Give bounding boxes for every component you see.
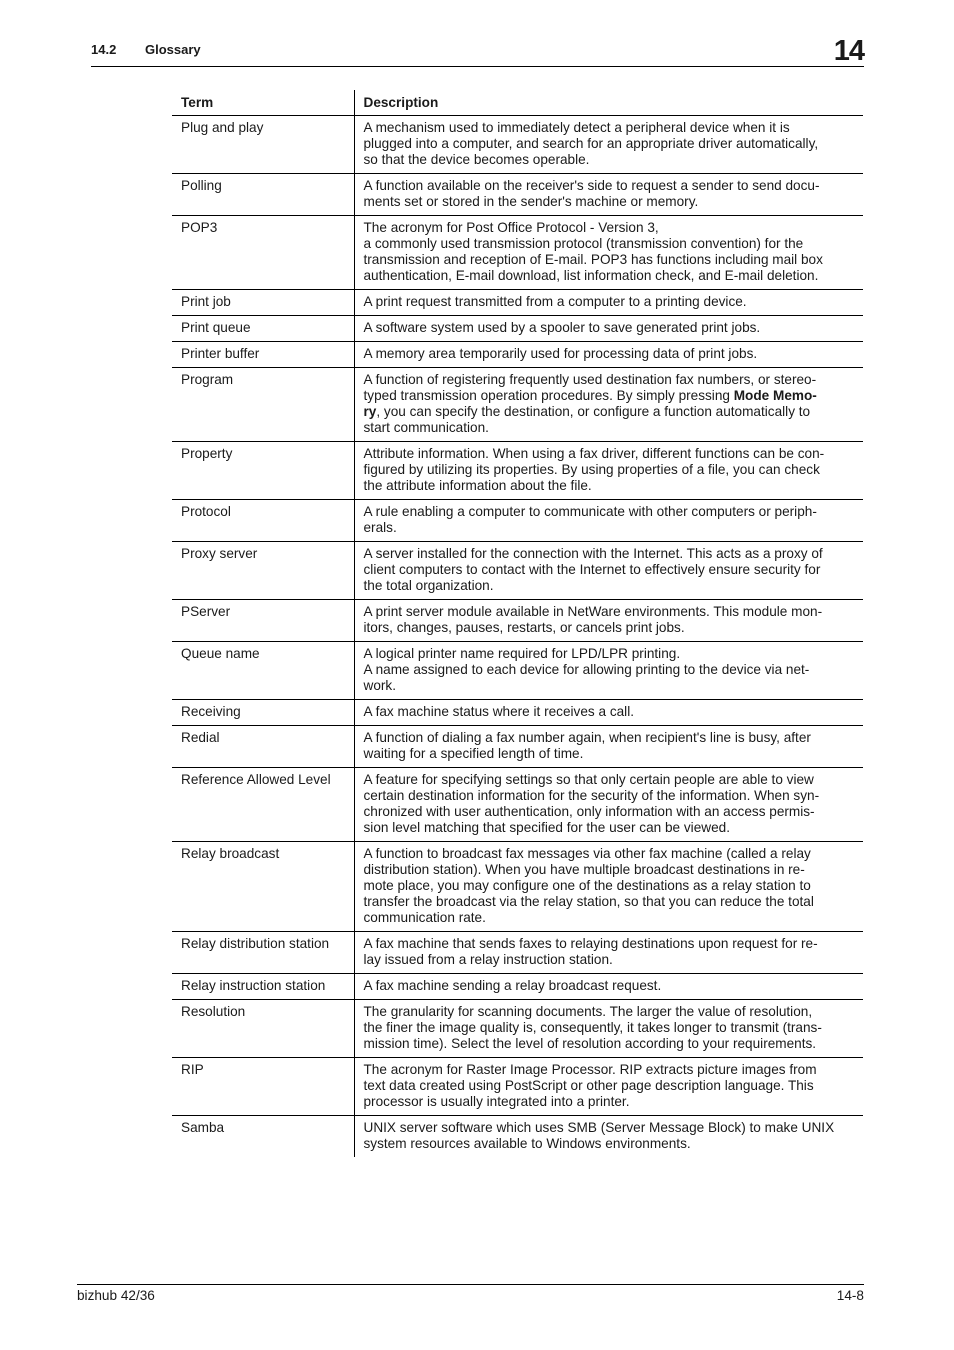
description-text: A function of registering frequently used destination fax numbers, or stereo- xyxy=(363,372,817,387)
description-text: erals. xyxy=(363,520,397,535)
term-cell: Property xyxy=(172,442,354,500)
description-line xyxy=(364,478,855,494)
description-emphasis: Mode Memo- xyxy=(733,388,817,403)
description-text: A feature for specifying settings so that only certain people are able to view xyxy=(363,772,814,787)
table-row xyxy=(172,500,863,542)
description-text: typed transmission operation procedures. By simply pressing xyxy=(363,388,734,403)
term-cell: Proxy server xyxy=(172,542,354,600)
column-header-term: Term xyxy=(172,90,354,116)
term-cell: Program xyxy=(172,368,354,442)
description-line xyxy=(364,894,855,910)
description-cell xyxy=(354,700,863,726)
description-text: text data created using PostScript or other page description language. This xyxy=(363,1078,814,1093)
description-line xyxy=(364,268,855,284)
description-line xyxy=(364,788,855,804)
term-cell: Print queue xyxy=(172,316,354,342)
description-text: A server installed for the connection with the Internet. This acts as a proxy of xyxy=(363,546,823,561)
description-cell xyxy=(354,368,863,442)
description-line xyxy=(364,862,855,878)
description-text: UNIX server software which uses SMB (Server Message Block) to make UNIX xyxy=(363,1120,835,1135)
description-text: A fax machine that sends faxes to relaying destinations upon request for re- xyxy=(363,936,818,951)
footer-model: bizhub 42/36 xyxy=(77,1288,155,1303)
table-header-row xyxy=(172,90,863,116)
term-cell: Samba xyxy=(172,1116,354,1158)
description-line xyxy=(364,978,855,994)
term-cell: Protocol xyxy=(172,500,354,542)
description-line xyxy=(364,804,855,820)
description-line xyxy=(364,730,855,746)
description-line xyxy=(364,152,855,168)
table-row xyxy=(172,368,863,442)
description-text: A memory area temporarily used for processing data of print jobs. xyxy=(363,346,758,361)
description-text: distribution station). When you have multiple broadcast destinations in re- xyxy=(363,862,805,877)
description-text: certain destination information for the security of the information. When syn- xyxy=(363,788,820,803)
description-line xyxy=(364,546,855,562)
term-cell: Resolution xyxy=(172,1000,354,1058)
description-cell xyxy=(354,442,863,500)
description-line xyxy=(364,446,855,462)
description-cell xyxy=(354,290,863,316)
table-row xyxy=(172,842,863,932)
description-line xyxy=(364,1136,855,1152)
description-text: chronized with user authentication, only information with an access permis- xyxy=(363,804,815,819)
term-cell: RIP xyxy=(172,1058,354,1116)
term-cell: Redial xyxy=(172,726,354,768)
description-text: work. xyxy=(363,678,396,693)
description-text: A mechanism used to immediately detect a peripheral device when it is xyxy=(363,120,790,135)
description-line xyxy=(364,136,855,152)
description-text: transfer the broadcast via the relay station, so that you can reduce the total xyxy=(363,894,814,909)
description-line xyxy=(364,520,855,536)
description-text: , you can specify the destination, or configure a function automatically to xyxy=(376,404,811,419)
table-row xyxy=(172,442,863,500)
table-row xyxy=(172,932,863,974)
description-line xyxy=(364,236,855,252)
table-row xyxy=(172,216,863,290)
description-line xyxy=(364,662,855,678)
description-text: A function of dialing a fax number again, when recipient's line is busy, after xyxy=(363,730,811,745)
term-cell: Polling xyxy=(172,174,354,216)
section-title: Glossary xyxy=(145,42,201,57)
description-line xyxy=(364,346,855,362)
description-text: start communication. xyxy=(363,420,489,435)
table-row xyxy=(172,1116,863,1158)
description-line xyxy=(364,120,855,136)
description-cell xyxy=(354,642,863,700)
description-cell xyxy=(354,1000,863,1058)
description-line xyxy=(364,320,855,336)
column-header-description: Description xyxy=(354,90,863,116)
description-line xyxy=(364,704,855,720)
glossary-table xyxy=(172,90,863,1157)
description-text: communication rate. xyxy=(363,910,486,925)
description-line xyxy=(364,504,855,520)
page-header xyxy=(91,35,864,67)
description-text: plugged into a computer, and search for an appropriate driver automatically, xyxy=(363,136,819,151)
description-cell xyxy=(354,316,863,342)
description-text: The acronym for Post Office Protocol - Version 3, xyxy=(363,220,659,235)
term-cell: Queue name xyxy=(172,642,354,700)
description-line xyxy=(364,578,855,594)
description-cell xyxy=(354,842,863,932)
description-text: A print server module available in NetWare environments. This module mon- xyxy=(363,604,823,619)
term-cell: Print job xyxy=(172,290,354,316)
description-line xyxy=(364,820,855,836)
table-row xyxy=(172,642,863,700)
description-line xyxy=(364,1020,855,1036)
description-cell xyxy=(354,1058,863,1116)
description-line xyxy=(364,252,855,268)
description-text: authentication, E-mail download, list information check, and E-mail deletion. xyxy=(363,268,819,283)
description-cell xyxy=(354,768,863,842)
table-row xyxy=(172,342,863,368)
description-text: a commonly used transmission protocol (transmission convention) for the xyxy=(363,236,804,251)
description-line xyxy=(364,1062,855,1078)
description-text: A fax machine sending a relay broadcast request. xyxy=(363,978,662,993)
description-cell xyxy=(354,974,863,1000)
description-text: the total organization. xyxy=(363,578,494,593)
description-line xyxy=(364,746,855,762)
term-cell: PServer xyxy=(172,600,354,642)
description-line xyxy=(364,372,855,388)
table-row xyxy=(172,974,863,1000)
description-line xyxy=(364,604,855,620)
table-row xyxy=(172,1058,863,1116)
description-line xyxy=(364,178,855,194)
table-row xyxy=(172,542,863,600)
description-line xyxy=(364,420,855,436)
description-line xyxy=(364,462,855,478)
description-line xyxy=(364,220,855,236)
table-row xyxy=(172,116,863,174)
description-line xyxy=(364,1120,855,1136)
description-cell xyxy=(354,726,863,768)
description-text: lay issued from a relay instruction station. xyxy=(363,952,613,967)
description-line xyxy=(364,388,855,404)
term-cell: POP3 xyxy=(172,216,354,290)
description-line xyxy=(364,936,855,952)
description-line xyxy=(364,404,855,420)
description-line xyxy=(364,562,855,578)
description-line xyxy=(364,846,855,862)
description-cell xyxy=(354,342,863,368)
description-text: mission time). Select the level of resolution according to your requirements. xyxy=(363,1036,817,1051)
description-cell xyxy=(354,1116,863,1158)
description-line xyxy=(364,772,855,788)
description-cell xyxy=(354,542,863,600)
description-line xyxy=(364,878,855,894)
description-text: the attribute information about the file. xyxy=(363,478,592,493)
description-text: sion level matching that specified for the user can be viewed. xyxy=(363,820,730,835)
page-footer xyxy=(77,1284,864,1309)
term-cell: Plug and play xyxy=(172,116,354,174)
description-text: waiting for a specified length of time. xyxy=(363,746,584,761)
description-line xyxy=(364,194,855,210)
description-text: A software system used by a spooler to save generated print jobs. xyxy=(363,320,761,335)
term-cell: Reference Allowed Level xyxy=(172,768,354,842)
section-number: 14.2 xyxy=(91,42,117,57)
description-text: figured by utilizing its properties. By using properties of a file, you can check xyxy=(363,462,820,477)
description-cell xyxy=(354,500,863,542)
term-cell: Relay distribution station xyxy=(172,932,354,974)
table-row xyxy=(172,726,863,768)
description-line xyxy=(364,620,855,636)
table-row xyxy=(172,700,863,726)
description-text: client computers to contact with the Internet to effectively ensure security for xyxy=(363,562,821,577)
description-text: itors, changes, pauses, restarts, or cancels print jobs. xyxy=(363,620,685,635)
description-line xyxy=(364,1094,855,1110)
description-line xyxy=(364,294,855,310)
description-text: ments set or stored in the sender's machine or memory. xyxy=(363,194,699,209)
description-line xyxy=(364,1036,855,1052)
table-row xyxy=(172,174,863,216)
description-text: mote place, you may configure one of the destinations as a relay station to xyxy=(363,878,811,893)
table-row xyxy=(172,768,863,842)
glossary-body xyxy=(172,116,863,1158)
description-text: A rule enabling a computer to communicate with other computers or periph- xyxy=(363,504,817,519)
table-row xyxy=(172,316,863,342)
description-cell xyxy=(354,116,863,174)
description-text: A fax machine status where it receives a call. xyxy=(363,704,634,719)
description-cell xyxy=(354,174,863,216)
description-text: A logical printer name required for LPD/LPR printing. xyxy=(363,646,681,661)
term-cell: Printer buffer xyxy=(172,342,354,368)
description-text: A name assigned to each device for allowing printing to the device via net- xyxy=(363,662,810,677)
description-text: A function available on the receiver's side to request a sender to send docu- xyxy=(363,178,820,193)
description-text: The granularity for scanning documents. The larger the value of resolution, xyxy=(363,1004,813,1019)
term-cell: Relay broadcast xyxy=(172,842,354,932)
footer-page-number: 14-8 xyxy=(836,1288,864,1303)
description-text: A print request transmitted from a computer to a printing device. xyxy=(363,294,747,309)
description-text: the finer the image quality is, consequently, it takes longer to transmit (trans- xyxy=(363,1020,822,1035)
description-text: Attribute information. When using a fax driver, different functions can be con- xyxy=(363,446,825,461)
description-text: so that the device becomes operable. xyxy=(363,152,590,167)
description-emphasis: ry xyxy=(363,404,377,419)
table-row xyxy=(172,1000,863,1058)
description-text: transmission and reception of E-mail. POP3 has functions including mail box xyxy=(363,252,823,267)
description-cell xyxy=(354,932,863,974)
term-cell: Receiving xyxy=(172,700,354,726)
description-line xyxy=(364,952,855,968)
description-cell xyxy=(354,216,863,290)
description-text: The acronym for Raster Image Processor. RIP extracts picture images from xyxy=(363,1062,817,1077)
description-text: system resources available to Windows environments. xyxy=(363,1136,691,1151)
description-line xyxy=(364,678,855,694)
description-text: processor is usually integrated into a printer. xyxy=(363,1094,630,1109)
table-row xyxy=(172,290,863,316)
chapter-number: 14 xyxy=(833,35,864,67)
description-line xyxy=(364,910,855,926)
description-line xyxy=(364,1004,855,1020)
description-cell xyxy=(354,600,863,642)
description-line xyxy=(364,646,855,662)
description-text: A function to broadcast fax messages via other fax machine (called a relay xyxy=(363,846,811,861)
table-row xyxy=(172,600,863,642)
term-cell: Relay instruction station xyxy=(172,974,354,1000)
description-line xyxy=(364,1078,855,1094)
